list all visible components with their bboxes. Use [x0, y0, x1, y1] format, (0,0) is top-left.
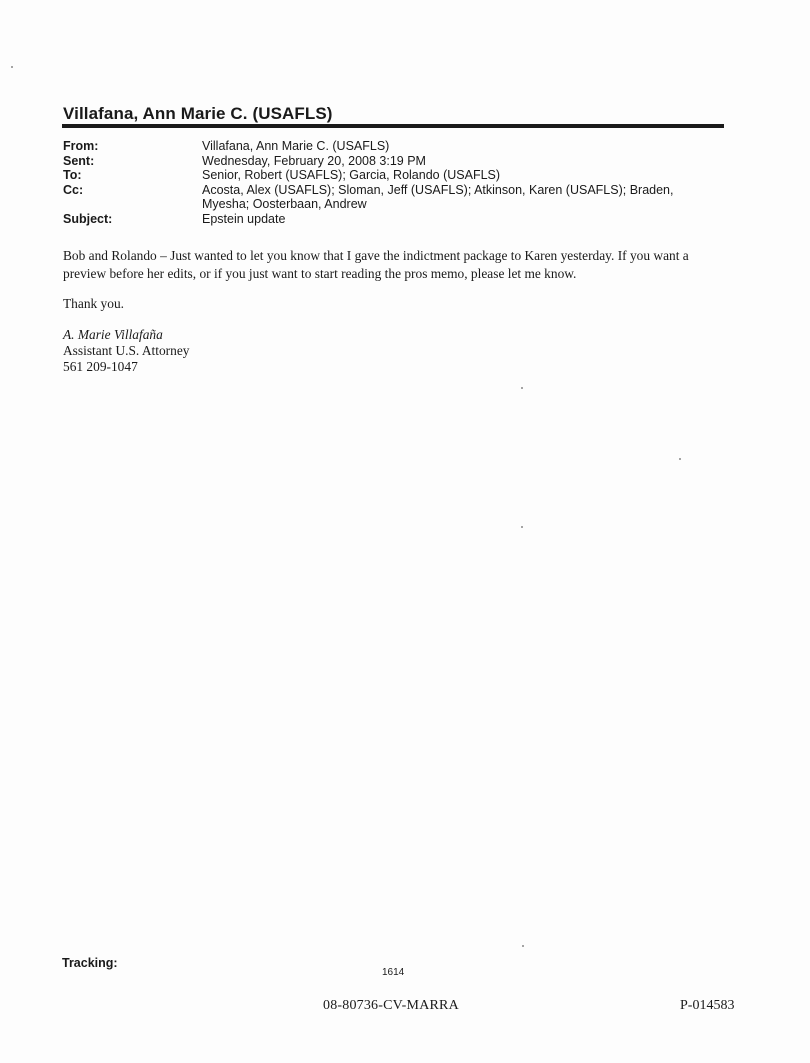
signature-block	[63, 327, 189, 375]
cc-label: Cc:	[63, 182, 84, 197]
sent-label: Sent:	[63, 153, 95, 168]
body-line-1: Bob and Rolando – Just wanted to let you know that I gave the indictment package to Karen yesterday. If you want a	[63, 248, 689, 263]
cc-value-line2: Myesha; Oosterbaan, Andrew	[202, 197, 367, 211]
cc-value	[202, 183, 702, 212]
page-number: 1614	[382, 967, 405, 978]
email-body	[63, 247, 733, 283]
cc-row	[63, 183, 702, 212]
to-label: To:	[63, 168, 82, 182]
cc-value-line1: Acosta, Alex (USAFLS); Sloman, Jeff (USAFLS); Atkinson, Karen (USAFLS); Braden,	[202, 182, 674, 197]
email-header-block	[63, 139, 702, 226]
from-label: From:	[63, 139, 99, 153]
subject-row	[63, 212, 702, 227]
to-value: Senior, Robert (USAFLS); Garcia, Rolando (USAFLS)	[202, 168, 501, 182]
scan-speck	[521, 526, 523, 528]
bates-number: P-014583	[680, 998, 735, 1013]
case-number: 08-80736-CV-MARRA	[323, 998, 459, 1013]
scan-speck	[11, 66, 13, 68]
sent-row	[63, 154, 702, 169]
from-value: Villafana, Ann Marie C. (USAFLS)	[202, 139, 390, 153]
body-line-2: preview before her edits, or if you just want to start reading the pros memo, please let me know.	[63, 266, 577, 281]
scan-speck	[679, 458, 681, 460]
signature-phone: 561 209-1047	[63, 359, 138, 374]
sent-value: Wednesday, February 20, 2008 3:19 PM	[202, 153, 426, 168]
scan-speck	[522, 945, 524, 947]
to-row	[63, 168, 702, 183]
signature-title: Assistant U.S. Attorney	[63, 343, 190, 358]
signature-name: A. Marie Villafaña	[63, 327, 163, 342]
scan-speck	[521, 387, 523, 389]
subject-label: Subject:	[63, 211, 113, 226]
from-row	[63, 139, 702, 154]
subject-value: Epstein update	[202, 211, 286, 226]
header-divider	[62, 124, 724, 128]
closing-text: Thank you.	[63, 296, 124, 311]
tracking-label: Tracking:	[62, 956, 118, 970]
sender-heading: Villafana, Ann Marie C. (USAFLS)	[63, 104, 333, 123]
